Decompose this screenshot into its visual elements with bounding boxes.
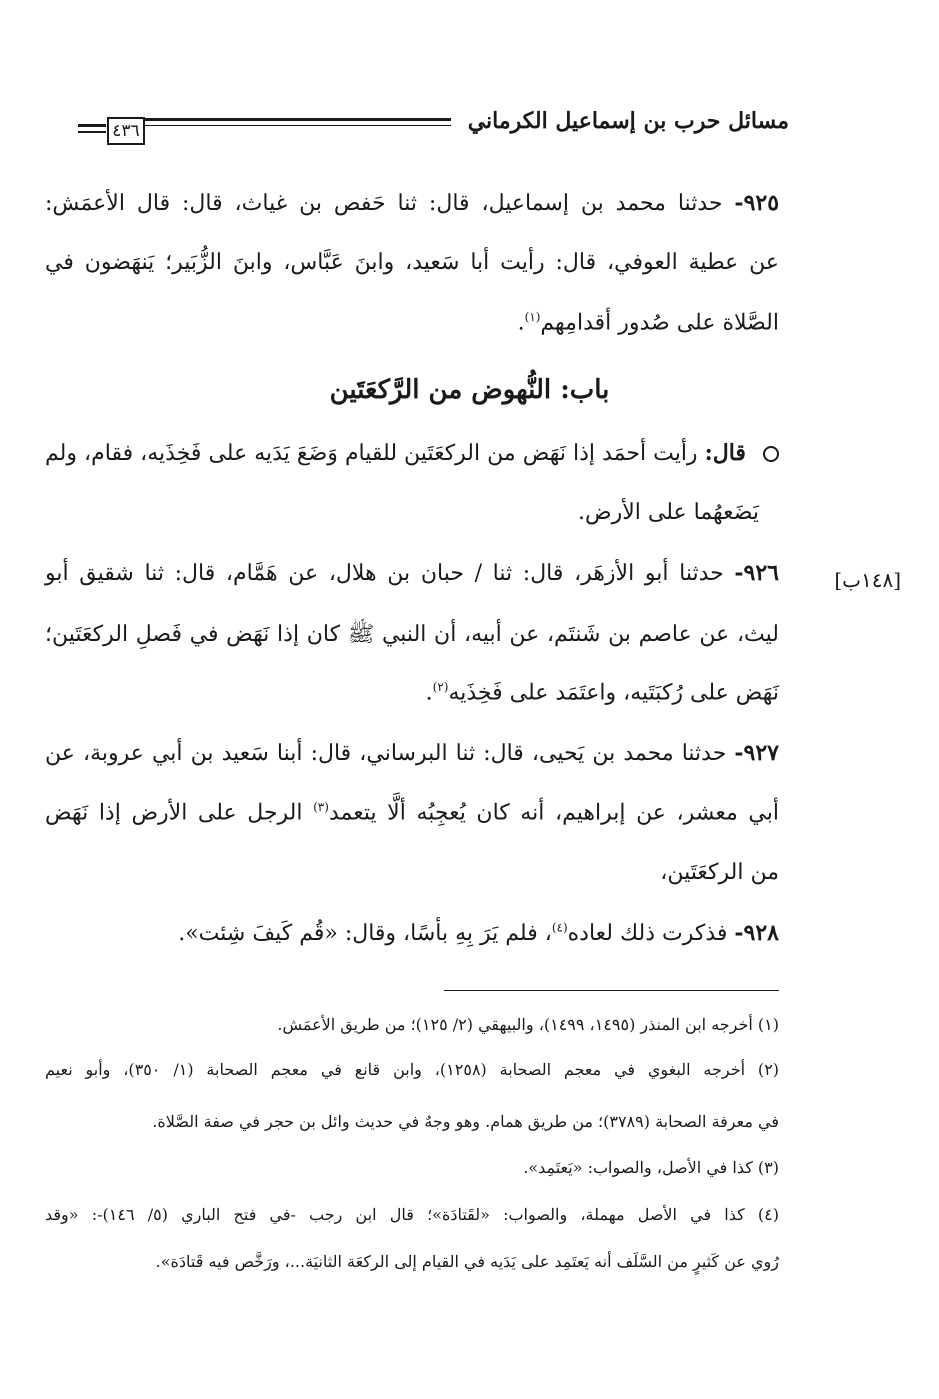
text: رأيت أحمَد إذا نَهَض من الركعَتَين للقيام وَضَعَ يَدَيه على فَخِذَيه، فقام، ولم: [45, 441, 698, 466]
header-rule: [143, 118, 451, 121]
footnote-1: (١) أخرجه ابن المنذر (١٤٩٥، ١٤٩٩)، والبيهقي (٢/ ١٢٥)؛ من طريق الأعمَش.: [277, 1015, 779, 1034]
paragraph-926-line-1: [45, 560, 779, 586]
text: ، فلم يَرَ بِهِ بأسًا، وقال: «قُم كَيفَ شِئت».: [178, 921, 552, 946]
hadith-number-926: ٩٢٦-: [734, 560, 779, 586]
hadith-number-927: ٩٢٧-: [734, 740, 779, 766]
page-header: [35, 100, 789, 150]
text: الرجل على الأرض إذا نَهَض: [45, 800, 303, 826]
text: نَهَض على رُكبَتَيه، واعتَمَد على فَخِذَيه: [448, 680, 779, 706]
footnote-ref-2[interactable]: (٢): [432, 680, 449, 694]
statement-label: قال:: [704, 440, 746, 466]
statement-line-2: يَضَعهُما على الأرض.: [578, 500, 759, 525]
footnote-3: (٣) كذا في الأصل، والصواب: «يَعتَمِد».: [523, 1158, 779, 1177]
footnote-ref-1[interactable]: (١): [524, 310, 541, 324]
footnote-ref-3[interactable]: (٣): [313, 800, 329, 814]
paragraph-927-line-1: [45, 740, 779, 766]
paragraph-925-line-2: عن عطية العوفي، قال: رأيت أبا سَعيد، وابنَ عَبَّاس، وابنَ الزُّبَير؛ يَنهَضون في: [45, 250, 779, 275]
text-end: .: [425, 680, 433, 706]
text-end: .: [517, 310, 525, 336]
paragraph-925-line-3: [518, 310, 779, 335]
statement-line-1: [45, 440, 779, 466]
circle-bullet-icon: [763, 446, 779, 462]
footnote-2-line-2: في معرفة الصحابة (٣٧٨٩)؛ من طريق همام. وهو وجهٌ في حديث وائل بن حجر في صفة الصَّلاة.: [152, 1112, 779, 1131]
page-number: ٤٣٦: [107, 117, 145, 145]
footnote-2-line-1: (٢) أخرجه البغوي في معجم الصحابة (١٢٥٨)، وابن قانع في معجم الصحابة (١/ ٣٥٠)، وأبو نعيم: [45, 1060, 780, 1079]
text: الصَّلاة على صُدور أقدامِهم: [540, 310, 779, 336]
footnote-4-line-1: (٤) كذا في الأصل مهملة، والصواب: «لقَتادَة»؛ قال ابن رجب -في فتح الباري (٥/ ١٤٦)-: «وقد: [45, 1205, 780, 1224]
footnote-4-line-2: رُوي عن كَثيرٍ من السَّلَف أنه يَعتَمِد على يَدَيه في القيام إلى الركعَة الثانيَة...، ورَخَّص فيه قَتادَة».: [155, 1252, 779, 1271]
text: حدثنا محمد بن يَحيى، قال: ثنا البرساني، قال: أبنا سَعيد بن أبي عروبة، عن: [45, 741, 727, 766]
header-mark-thin: [78, 131, 106, 133]
text: حدثنا محمد بن إسماعيل، قال: ثنا حَفص بن غياث، قال: قال الأعمَش:: [45, 191, 723, 216]
book-title: مسائل حرب بن إسماعيل الكرماني: [467, 108, 789, 134]
manuscript-folio-ref: [١٤٨ب]: [834, 568, 901, 592]
text: فذكرت ذلك لعاده: [567, 921, 728, 946]
hadith-number-925: ٩٢٥-: [734, 190, 780, 216]
paragraph-925-line-1: [45, 190, 779, 216]
footnote-ref-4[interactable]: (٤): [551, 920, 568, 935]
chapter-heading: باب: النُّهوض من الرَّكعَتَين: [329, 375, 610, 405]
paragraph-927-line-2: [45, 800, 779, 825]
text: أبي معشر، عن إبراهيم، أنه كان يُعجِبُه ألَّا يتعمد: [328, 800, 779, 826]
paragraph-927-line-3: من الركعَتَين،: [660, 860, 779, 885]
paragraph-926-line-2: ليث، عن عاصم بن شَنتَم، عن أبيه، أن النبي ﷺ كان إذا نَهَض في فَصلِ الركعَتَين؛: [45, 622, 779, 647]
header-mark: [78, 124, 106, 127]
header-rule-thin: [143, 125, 451, 126]
hadith-number-928: ٩٢٨-: [734, 920, 779, 946]
footnote-divider: [444, 990, 779, 991]
text: حدثنا أبو الأزهَر، قال: ثنا / حبان بن هلال، عن هَمَّام، قال: ثنا شقيق أبو: [45, 561, 724, 586]
paragraph-926-line-3: [426, 680, 779, 705]
paragraph-928-line-1: [178, 920, 779, 946]
